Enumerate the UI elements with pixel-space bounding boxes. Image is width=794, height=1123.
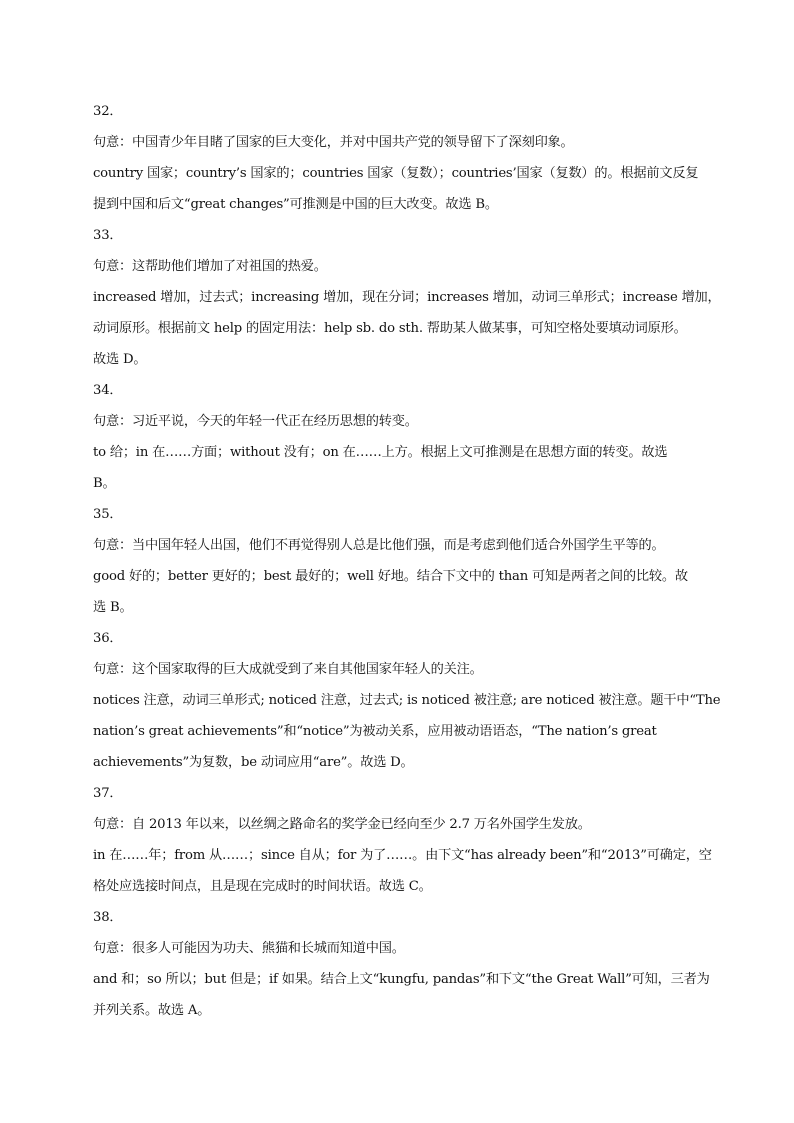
explanation-line: 格处应选接时间点，且是现在完成时的时间状语。故选 C。 <box>93 879 432 894</box>
explanation-line: notices 注意，动词三单形式; noticed 注意，过去式; is noticed 被注意; are noticed 被注意。题干中“The <box>93 693 721 708</box>
explanation-line: 动词原形。根据前文 help 的固定用法：help sb. do sth. 帮助某人做某事，可知空格处要填动词原形。 <box>93 321 687 336</box>
question-number: 33． <box>93 228 123 243</box>
sentence-meaning: 句意：这帮助他们增加了对祖国的热爱。 <box>93 259 327 274</box>
question-number: 32． <box>93 104 123 119</box>
sentence-meaning: 句意：习近平说，今天的年轻一代正在经历思想的转变。 <box>93 414 418 429</box>
explanation-line: in 在……年；from 从……；since 自从；for 为了……。由下文“has already been”和“2013”可确定，空 <box>93 848 712 863</box>
explanation-line: achievements”为复数，be 动词应用“are”。故选 D。 <box>93 755 414 770</box>
explanation-line: country 国家；country’s 国家的；countries 国家（复数）；countries’国家（复数）的。根据前文反复 <box>93 166 699 181</box>
question-number: 34． <box>93 383 123 398</box>
question-37 <box>93 778 712 902</box>
question-34 <box>93 375 703 499</box>
sentence-meaning: 句意：这个国家取得的巨大成就受到了来自其他国家年轻人的关注。 <box>93 662 483 677</box>
question-number: 37． <box>93 786 123 801</box>
question-33 <box>93 220 721 375</box>
question-number: 38． <box>93 910 123 925</box>
explanation-line: 故选 D。 <box>93 352 147 367</box>
answer-explanations <box>93 96 721 1026</box>
explanation-line: B。 <box>93 476 116 491</box>
question-35 <box>93 499 703 623</box>
question-32 <box>93 96 703 220</box>
explanation-line: good 好的；better 更好的；best 最好的；well 好地。结合下文中的 than 可知是两者之间的比较。故 <box>93 569 688 584</box>
sentence-meaning: 句意：自 2013 年以来，以丝绸之路命名的奖学金已经向至少 2.7 万名外国学生发放。 <box>93 817 591 832</box>
question-36 <box>93 623 721 778</box>
sentence-meaning: 句意：很多人可能因为功夫、熊猫和长城而知道中国。 <box>93 941 405 956</box>
explanation-line: 并列关系。故选 A。 <box>93 1003 211 1018</box>
explanation-line: increased 增加，过去式；increasing 增加，现在分词；increases 增加，动词三单形式；increase 增加， <box>93 290 721 305</box>
explanation-line: 选 B。 <box>93 600 133 615</box>
question-number: 36． <box>93 631 123 646</box>
explanation-line: to 给；in 在……方面；without 没有；on 在……上方。根据上文可推测是在思想方面的转变。故选 <box>93 445 668 460</box>
sentence-meaning: 句意：当中国年轻人出国，他们不再觉得别人总是比他们强，而是考虑到他们适合外国学生平等的。 <box>93 538 665 553</box>
question-number: 35． <box>93 507 123 522</box>
explanation-line: and 和；so 所以；but 但是；if 如果。结合上文“kungfu, pandas”和下文“the Great Wall”可知，三者为 <box>93 972 710 987</box>
explanation-line: nation’s great achievements”和“notice”为被动关系，应用被动语语态，“The nation’s great <box>93 724 657 739</box>
question-38 <box>93 902 710 1026</box>
sentence-meaning: 句意：中国青少年目睹了国家的巨大变化，并对中国共产党的领导留下了深刻印象。 <box>93 135 574 150</box>
explanation-line: 提到中国和后文“great changes”可推测是中国的巨大改变。故选 B。 <box>93 197 498 212</box>
